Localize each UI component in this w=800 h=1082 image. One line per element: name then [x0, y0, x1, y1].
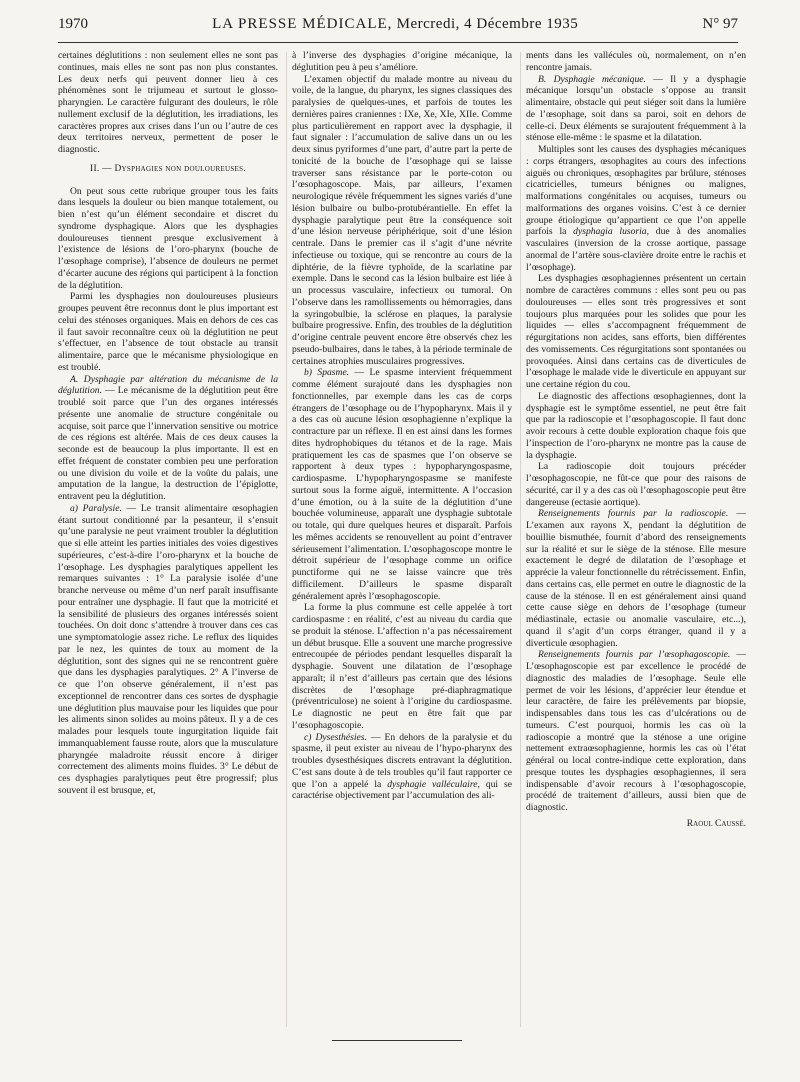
issue-date: Mercredi, 4 Décembre 1935 [396, 16, 579, 32]
emphasis: dysphagie valléculaire [387, 778, 478, 790]
subsection-heading: b) Spasme. [304, 367, 350, 379]
paragraph: La radioscopie doit toujours précéder l’œsophagoscopie, ne fût-ce que pour des raisons de sécurité, car il y a des cas où l’œsophagoscopie peut être dangereuse (ectasie aortique). [526, 461, 746, 508]
paragraph: ments dans les vallécules où, normalement, on n’en rencontre jamais. [526, 50, 746, 73]
issue-number: N° 97 [702, 16, 738, 32]
running-title [212, 16, 578, 33]
paragraph-text: , qui se caractérise objectivement par l’accumulation des ali- [292, 778, 512, 802]
author-signature: Raoul Caussé. [686, 817, 746, 829]
page-header [58, 16, 738, 43]
paragraph-text: Multiples sont les causes des dysphagies mécaniques : corps étrangers, œsophagites au cours des infections aiguës ou chroniques, œsophagites par brûlure, sténoses cicatricielles, tumeurs bénignes ou malignes, malformations congénitales ou acquises, tumeurs ou malformations des organes voisins. C’est à ce dernier groupe étiologique qu’appartient ce que l’on appelle parfois la [526, 144, 746, 238]
paragraph-text: — Il y a dysphagie mécanique lorsqu’un obstacle s’oppose au transit alimentaire, obstacle qui peut siéger soit dans la lumière de l’œsophage, soit dans sa paroi, soit en dehors de celle-ci. Deux éléments se surajoutent fréquemment à la sténose elle-même : le spasme et la dilatation. [526, 73, 746, 144]
paragraph-text: — Le spasme intervient fréquemment comme élément surajouté dans les dysphagies non fonctionnelles, par exemple dans les cas de corps étrangers de l’œsophage ou de l’hypopharynx. Mais il y a des cas où aucune lésion œsophagienne n’explique la contracture par un réflexe. Il en est ainsi dans les formes dites hydrophobiques du tétanos et de la rage. Mais pratiquement les cas de spasmes que l’on observe se rapportent à deux types : hypopharyngospasme, cardiospasme. L’hypopharyngospasme se manifeste surtout sous la forme aiguë, intermittente. A l’occasion d’une émotion, ou à la suite de la déglutition d’une bouchée volumineuse, apparaît une dysphagie subtotale ou totale, qui dure quelques heures et disparaît. Parfois les mêmes accidents se renouvellent au point d’entraver sérieusement l’alimentation. L’œsophagoscope montre le détroit supérieur de l’œsophage comme un orifice punctiforme qui ne se laisse vaincre que très difficilement. D’ailleurs le spasme disparaît généralement après l’œsophagoscopie. [292, 367, 512, 602]
paragraph: On peut sous cette rubrique grouper tous les faits dans lesquels la douleur ou bien manque totalement, ou bien n’est qu’un élément secondaire et discret du syndrome dysphagique. Alors que les dysphagies douloureuses tiennent presque exclusivement à l’existence de lésions de l’oro-pharynx (bouche de l’œsophage comprise), l’absence de douleurs ne permet d’écarter aucune des régions qui participent à la fonction de la déglutition. [58, 185, 278, 291]
paragraph-text: — Le mécanisme de la déglutition peut être troublé soit parce que l’un des organes intéressés présente une anomalie de structure congénitale ou acquise, soit parce que l’innervation sensitive ou motrice de ces régions est altérée. Mais de ces deux causes la seconde est de beaucoup la plus importante. Il est en effet fréquent de constater combien peu une perforation ou une division du voile et de la voûte du palais, une amputation de la langue, la destruction de l’épiglotte, entravent peu la déglutition. [58, 385, 278, 502]
paragraph [58, 503, 278, 797]
paragraph: L’examen objectif du malade montre au niveau du voile, de la langue, du pharynx, les signes classiques des paralysies de quelques-unes, et parfois de toutes les dernières paires craniennes : IXe, Xe, XIe, XIIe. Comme plus particulièrement en rapport avec la dysphagie, il faut signaler : l’accumulation de salive dans un ou les deux sinus pyriformes d’une part, d’autre part la perte de tonicité de la bouche de l’œsophage qui se laisse traverser sans résistance par le porte-coton ou l’œsophagoscope. Mais, par ailleurs, l’examen neurologique révèle fréquemment les signes variés d’une lésion bulbaire ou bulbo-protubérantielle. En effet la dysphagie paralytique peut être la conséquence soit d’une lésion nerveuse périphérique, soit d’une lésion centrale. Dans le premier cas il s’agit d’une névrite infectieuse ou toxique, qui se rencontre au cours de la diphtérie, de la fièvre typhoïde, de la scarlatine par exemple. Dans le second cas la lésion bulbaire est liée à un processus vasculaire, infectieux ou tumoral. On l’observe dans les ramollissements ou hémorragies, dans la syringobulbie, la sclérose en plaques, la paralysie bulbaire progressive. Enfin, des troubles de la déglutition d’origine centrale peuvent encore être observés chez les pseudo-bulbaires, dans le tabes, à la période terminale de certaines atrophies musculaires progressives. [292, 73, 512, 367]
column-2 [292, 50, 512, 1050]
paragraph [526, 508, 746, 649]
paragraph-text: — Le transit alimentaire œsophagien étant surtout conditionné par la pesanteur, il s’ensuit qu’une paralysie ne peut vraiment troubler la déglutition que si elle atteint les parties initiales des voies digestives supérieures, c’est-à-dire l’oro-pharynx et la bouche de l’œsophage. Les dysphagies paralytiques appellent les remarques suivantes : 1° La paralysie isolée d’une branche nerveuse ou même d’un nerf paraît insuffisante pour entraîner une dysphagie. Il faut que la motricité et la sensibilité de plusieurs des organes intéressés soient touchées. On doit donc s’attendre à trouver dans ces cas une symptomatologie assez riche. Le reflux des liquides par le nez, les quintes de toux au moment de la déglutition, sont des signes qui ne se rencontrent guère que dans les dysphagies paralytiques. 2° A l’inverse de ce que l’on observe généralement, il n’est pas exceptionnel de rencontrer dans ces sortes de dysphagie une déglutition plus mauvaise pour les liquides que pour les aliments sinon solides au moins pâteux. Il y a de ces malades pour lesquels toute ingurgitation liquide fait immanquablement fausse route, alors que la musculature pharyngée maladroite réussit encore à diriger correctement des aliments moins fluides. 3° Le début de ces dysphagies paralytiques peut être progressif; plus souvent il est brusque, et, [58, 502, 278, 796]
paragraph-text: — L’œsophagoscopie est par excellence le procédé de diagnostic des maladies de l’œsophage. Seule elle permet de voir les lésions, d’apprécier leur étendue et leur caractère, de faire les prélèvements par biopsie, indispensables dans tous les cas d’ulcérations ou de tumeurs. C’est pourquoi, hormis les cas où la radioscopie a montré que la sténose a une origine nettement extraœsophagienne, hormis les cas où l’état général ou local contre-indique cette exploration, dans presque toutes les dysphagies œsophagiennes, il sera indispensable d’avoir recours à l’œsophagoscopie, procédé de traitement d’ailleurs, aussi bien que de diagnostic. [526, 649, 746, 813]
paragraph: certaines déglutitions : non seulement elles ne sont pas continues, mais elles ne sont pas non plus constantes. Les deux nerfs qui peuvent donner lieu à ces phénomènes sont le trijumeau et surtout le glosso-pharyngien. Le caractère fulgurant des douleurs, le rôle nullement exclusif de la déglutition, les irradiations, les caractères propres aux crises dans l’un ou l’autre de ces deux territoires nerveux, permettent de poser le diagnostic. [58, 50, 278, 155]
article-columns [58, 50, 748, 1050]
paragraph: Les dysphagies œsophagiennes présentent un certain nombre de caractères communs : elles sont peu ou pas douloureuses — elles sont très progressives et sont toujours plus marquées pour les solides que pour les liquides — elles s’accompagnent fréquemment de régurgitations non acides, sans efforts, bien différentes des vomissements. Ces régurgitations sont spontanées ou provoquées. Ainsi dans certains cas de diverticules de l’œsophage le malade vide le diverticule en appuyant sur une certaine région du cou. [526, 273, 746, 390]
section-heading: II. — Dysphagies non douloureuses. [90, 163, 246, 174]
subsection-heading: Renseignements fournis par l’œsophagoscopie. [538, 649, 731, 661]
end-rule [332, 1040, 462, 1041]
subsection-heading: c) Dysesthésies. [304, 731, 367, 743]
paragraph [526, 649, 746, 814]
paragraph: Le diagnostic des affections œsophagiennes, dont la dysphagie est le symptôme essentiel, ne peut être fait que par la radioscopie et l’œsophagoscopie. Il faut donc avoir recours à cette double exploration chaque fois que l’inspection de l’oro-pharynx ne montre pas la cause de la dysphagie. [526, 390, 746, 461]
paragraph [292, 367, 512, 602]
subsection-heading: a) Paralysie. [70, 502, 122, 514]
paragraph [58, 374, 278, 503]
paragraph: Parmi les dysphagies non douloureuses plusieurs groupes peuvent être reconnus dont le plus important est celui des sténoses organiques. Mais en dehors de ces cas il faut savoir reconnaître ceux où la déglutition ne peut s’effectuer, en l’absence de tout obstacle au transit alimentaire, parce que le mécanisme physiologique en est troublé. [58, 291, 278, 373]
column-1 [58, 50, 278, 1050]
paragraph [526, 74, 746, 145]
column-3 [526, 50, 746, 1050]
journal-title: LA PRESSE MÉDICALE, [212, 16, 393, 32]
paragraph [526, 144, 746, 273]
paragraph: La forme la plus commune est celle appelée à tort cardiospasme : en réalité, c’est au niveau du cardia que se produit la sténose. L’affection n’a pas nécessairement un début brusque. Elle a souvent une marche progressive entrecoupée de périodes pendant lesquelles disparaît la dysphagie. Souvent une dilatation de l’œsophage apparaît; il n’est d’ailleurs pas certain que des lésions discrètes de l’œsophage pré-diaphragmatique (préventriculose) ne soient à l’origine du cardiospasme. Le diagnostic ne peut en être fait que par l’œsophagoscopie. [292, 602, 512, 731]
emphasis: dysphagia lusoria [573, 226, 647, 238]
paragraph: à l’inverse des dysphagies d’origine mécanique, la déglutition peu à peu s’améliore. [292, 50, 512, 73]
paragraph-text: — En dehors de la paralysie et du spasme, il peut exister au niveau de l’hypo-pharynx des troubles dysesthésiques discrets entravant la déglutition. C’est sans doute à de tels troubles qu’il faut rapporter ce que l’on a appelé la [292, 731, 513, 790]
paragraph-text: , due à des anomalies vasculaires (inversion de la crosse aortique, passage anormal de l’artère sous-clavière droite entre le rachis et l’œsophage). [526, 226, 746, 273]
subsection-heading: A. Dysphagie par altération du mécanisme de la déglutition. [58, 373, 278, 397]
subsection-heading: B. Dysphagie mécanique. [538, 73, 646, 85]
paragraph [292, 732, 512, 803]
subsection-heading: Renseignements fournis par la radioscopie. [538, 508, 729, 520]
paragraph-text: — L’examen aux rayons X, pendant la déglutition de bouillie bismuthée, fournit d’abord des renseignements sur la réalité et sur le siège de la sténose. Elle mesure exactement le degré de dilatation de l’œsophage et apprécie la valeur fonctionnelle du rétrécissement. Enfin, dans certains cas, elle permet en outre le diagnostic de la cause de la sténose. Il en est généralement ainsi quand cette cause siège en dehors de l’œsophage (tumeur médiastinale, ectasie ou anomalie vasculaire, etc...), quand il s’agit d’un corps étranger, quand il y a diverticule œsophagien. [526, 508, 746, 649]
page-number: 1970 [58, 16, 88, 32]
